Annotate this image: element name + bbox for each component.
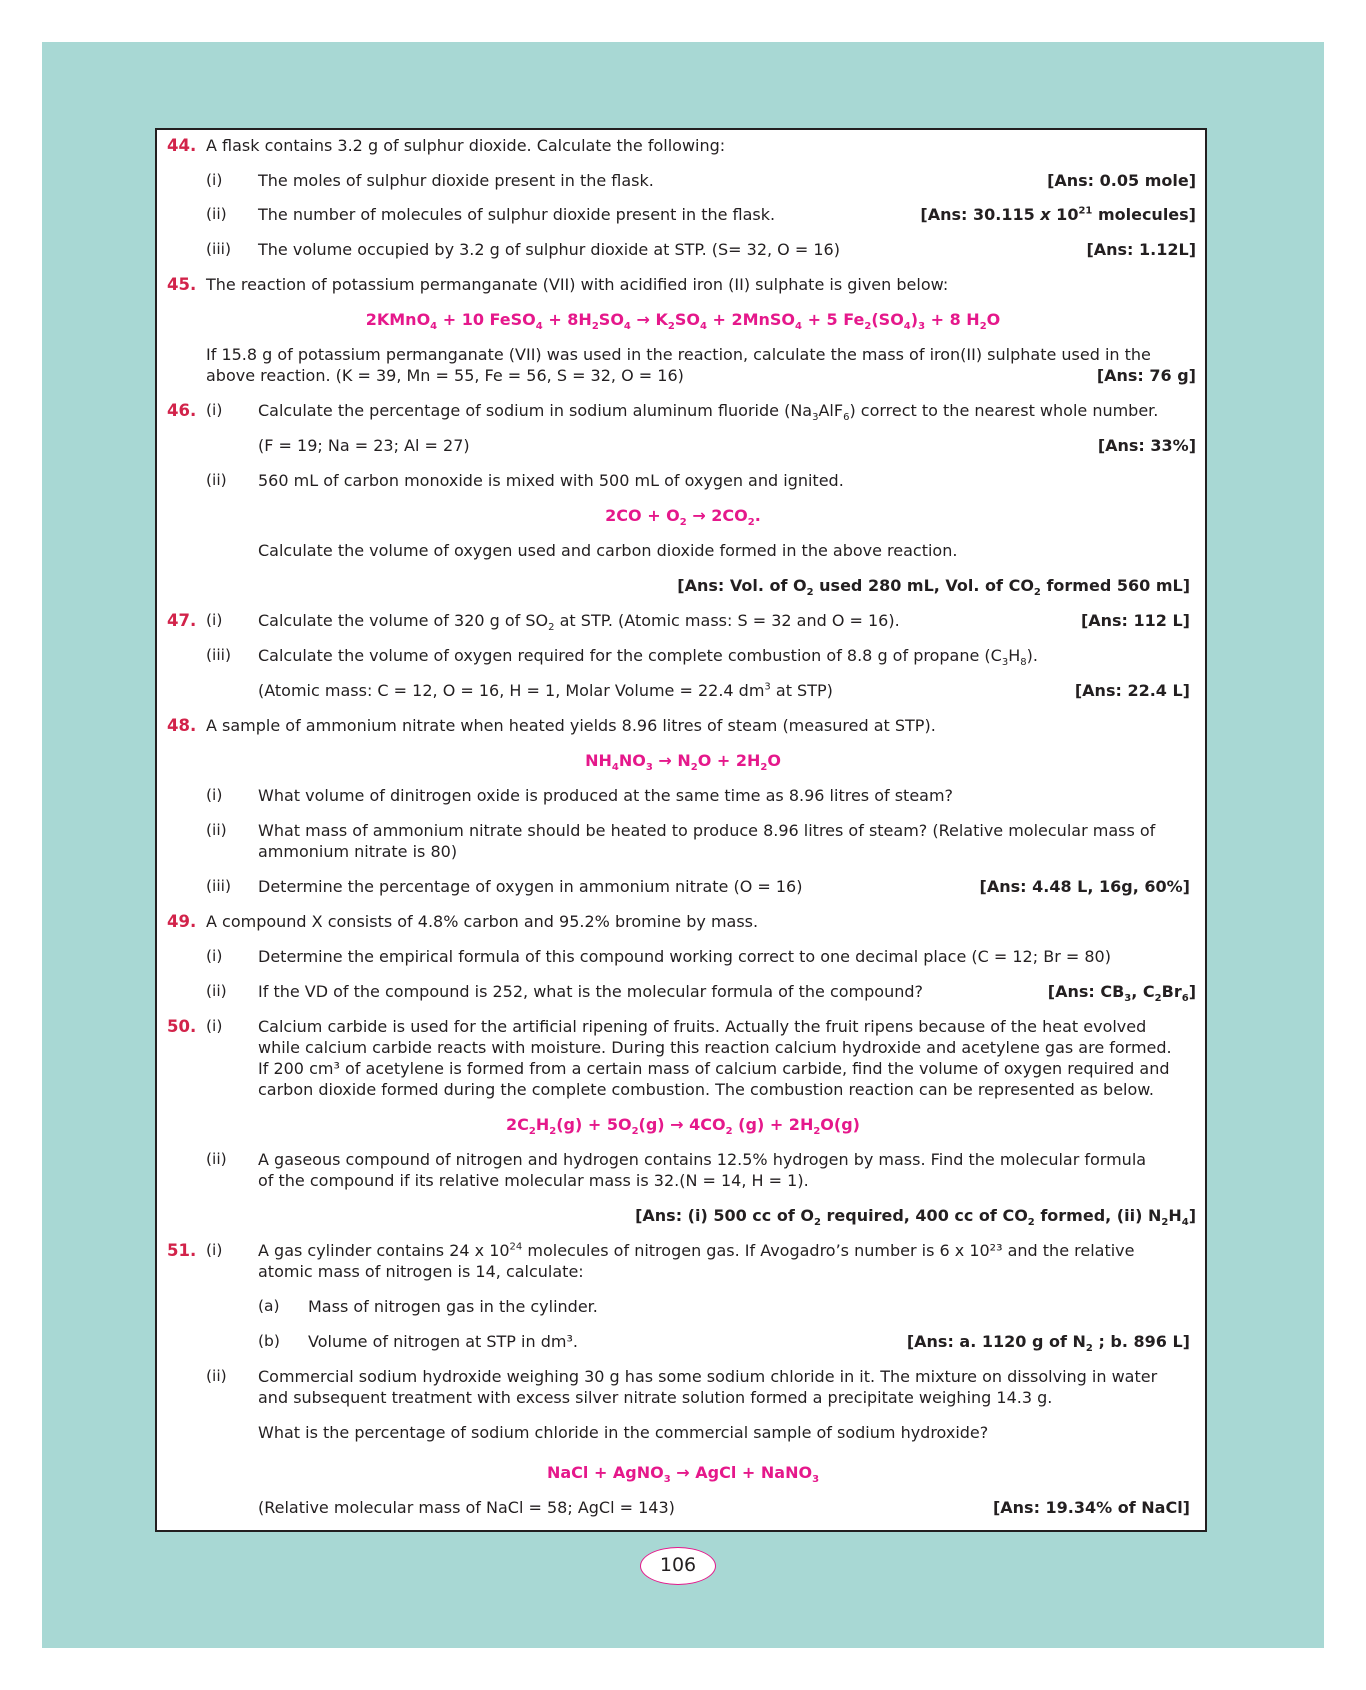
equation-subscript: 2 bbox=[747, 517, 755, 529]
q47-i-label: (i) bbox=[206, 611, 223, 629]
q51-ii-line-1: Commercial sodium hydroxide weighing 30 g has some sodium chloride in it. The mixture on dissolving in water bbox=[258, 1367, 1158, 1386]
q44-iii-text: The volume occupied by 3.2 g of sulphur dioxide at STP. (S= 32, O = 16) bbox=[258, 240, 840, 259]
q44-ii-text: The number of molecules of sulphur dioxide present in the flask. bbox=[258, 205, 776, 224]
question-48-text: A sample of ammonium nitrate when heated yields 8.96 litres of steam (measured at STP). bbox=[206, 716, 936, 735]
q49-ii-text: If the VD of the compound is 252, what is the molecular formula of the compound? bbox=[258, 982, 923, 1001]
equation-subscript: 3 bbox=[663, 1474, 671, 1486]
q51-i-label: (i) bbox=[206, 1241, 223, 1259]
question-49-text: A compound X consists of 4.8% carbon and 95.2% bromine by mass. bbox=[206, 912, 759, 931]
equation-text: → 2CO bbox=[686, 506, 748, 525]
question-number-48: 48. bbox=[167, 716, 197, 735]
equation-text: + 8H bbox=[542, 310, 592, 329]
equation-text: → AgCl + NaNO bbox=[670, 1463, 813, 1482]
q46-i-label: (i) bbox=[206, 401, 223, 419]
q49-i-text: Determine the empirical formula of this compound working correct to one decimal place (C = 12; Br = 80) bbox=[258, 947, 1111, 966]
equation-text: → K bbox=[630, 310, 668, 329]
q50-equation bbox=[160, 1114, 1206, 1138]
q47-iii-text: Calculate the volume of oxygen required for the complete combustion of 8.8 g of propane $(C_3H_8)$. bbox=[258, 646, 1038, 669]
q47-iii-answer: [Ans: 22.4 L] bbox=[1074, 681, 1190, 700]
q51-ii-label: (ii) bbox=[206, 1367, 227, 1385]
q48-answer: [Ans: 4.48 L, 16g, 60%] bbox=[979, 877, 1190, 896]
q50-i-line-2: while calcium carbide reacts with moisture. During this reaction calcium hydroxide and acetylene gas are formed. bbox=[258, 1038, 1172, 1057]
question-45-text: The reaction of potassium permanganate (VII) with acidified iron (II) sulphate is given below: bbox=[206, 275, 949, 294]
q48-i-label: (i) bbox=[206, 786, 223, 804]
equation-subscript: 4 bbox=[611, 762, 619, 774]
equation-subscript: 2 bbox=[667, 321, 675, 333]
equation-text: O bbox=[986, 310, 1001, 329]
q45-answer: [Ans: 76 g] bbox=[1096, 366, 1196, 385]
equation-subscript: 2 bbox=[549, 1126, 557, 1138]
q50-ii-line-1: A gaseous compound of nitrogen and hydrogen contains 12.5% hydrogen by mass. Find the molecular formula bbox=[258, 1150, 1147, 1169]
q48-equation bbox=[160, 750, 1206, 774]
q50-ii-line-2: of the compound if its relative molecular mass is 32.(N = 14, H = 1). bbox=[258, 1171, 809, 1190]
q51-ii-line-4: (Relative molecular mass of NaCl = 58; AgCl = 143) bbox=[258, 1498, 675, 1517]
equation-subscript: 2 bbox=[760, 762, 768, 774]
q44-i-text: The moles of sulphur dioxide present in the flask. bbox=[258, 171, 654, 190]
equation-text: NO bbox=[618, 751, 646, 770]
q48-iii-label: (iii) bbox=[206, 877, 232, 895]
equation-subscript: 2 bbox=[864, 321, 872, 333]
q50-i-label: (i) bbox=[206, 1017, 223, 1035]
equation-text: ) bbox=[910, 310, 919, 329]
q49-answer: [Ans: $CB_3$, $C_2Br_6$] bbox=[1047, 982, 1196, 1005]
q51-a-label: (a) bbox=[258, 1297, 280, 1315]
equation-subscript: 2 bbox=[725, 1126, 733, 1138]
equation-text: (g) + 5O bbox=[556, 1115, 632, 1134]
q44-i-label: (i) bbox=[206, 171, 223, 189]
q44-iii-label: (iii) bbox=[206, 240, 232, 258]
q51-ii-line-3: What is the percentage of sodium chloride in the commercial sample of sodium hydroxide? bbox=[258, 1423, 989, 1442]
equation-subscript: 4 bbox=[903, 321, 911, 333]
q47-iii-line-2: (Atomic mass: C = 12, O = 16, H = 1, Molar Volume = 22.4 $dm^3$ at STP) bbox=[258, 681, 833, 700]
q46-ii-answer: [Ans: Vol. of $O_2$ used 280 mL, Vol. of $CO_2$ formed 560 mL] bbox=[677, 576, 1190, 599]
equation-text: 2CO + O bbox=[605, 506, 680, 525]
equation-text: 2KMnO bbox=[365, 310, 431, 329]
equation-text: . bbox=[754, 506, 761, 525]
q48-ii-label: (ii) bbox=[206, 821, 227, 839]
equation-text: + 8 H bbox=[925, 310, 980, 329]
q49-ii-label: (ii) bbox=[206, 982, 227, 1000]
q44-ii-label: (ii) bbox=[206, 205, 227, 223]
q48-ii-line-2: ammonium nitrate is 80) bbox=[258, 842, 458, 861]
q44-iii-answer: [Ans: 1.12L] bbox=[1086, 240, 1196, 259]
equation-subscript: 3 bbox=[918, 321, 926, 333]
equation-text: O bbox=[767, 751, 781, 770]
q50-i-line-4: carbon dioxide formed during the complete combustion. The combustion reaction can be represented as below. bbox=[258, 1080, 1154, 1099]
q46-equation bbox=[160, 505, 1206, 529]
q46-ii-text: 560 mL of carbon monoxide is mixed with 500 mL of oxygen and ignited. bbox=[258, 471, 844, 490]
equation-subscript: 4 bbox=[699, 321, 707, 333]
q47-i-text: Calculate the volume of 320 g of $SO_2$ at STP. (Atomic mass: S = 32 and O = 16). bbox=[258, 611, 900, 634]
equation-text: + 2MnSO bbox=[706, 310, 796, 329]
equation-subscript: 4 bbox=[623, 321, 631, 333]
q50-i-line-3: If 200 cm³ of acetylene is formed from a certain mass of calcium carbide, find the volume of oxygen required and bbox=[258, 1059, 1170, 1078]
equation-subscript: 2 bbox=[979, 321, 987, 333]
q49-i-label: (i) bbox=[206, 947, 223, 965]
q46-ii-line-2: Calculate the volume of oxygen used and carbon dioxide formed in the above reaction. bbox=[258, 541, 958, 560]
equation-text: (g) → 4CO bbox=[638, 1115, 726, 1134]
equation-subscript: 4 bbox=[430, 321, 438, 333]
equation-subscript: 2 bbox=[631, 1126, 639, 1138]
equation-text: SO bbox=[598, 310, 624, 329]
q51-i-line-2: atomic mass of nitrogen is 14, calculate: bbox=[258, 1262, 584, 1281]
q51-a-text: Mass of nitrogen gas in the cylinder. bbox=[308, 1297, 598, 1316]
q48-i-text: What volume of dinitrogen oxide is produced at the same time as 8.96 litres of steam? bbox=[258, 786, 954, 805]
equation-text: 2C bbox=[506, 1115, 529, 1134]
q51-ii-answer: [Ans: 19.34% of NaCl] bbox=[992, 1498, 1190, 1517]
equation-subscript: 2 bbox=[679, 517, 687, 529]
q47-i-answer: [Ans: 112 L] bbox=[1080, 611, 1190, 630]
equation-text: H bbox=[535, 1115, 550, 1134]
equation-subscript: 4 bbox=[795, 321, 802, 333]
equation-text: (SO bbox=[871, 310, 904, 329]
question-number-47: 47. bbox=[167, 611, 197, 630]
equation-subscript: 4 bbox=[535, 321, 543, 333]
equation-subscript: 3 bbox=[812, 1474, 820, 1486]
q45-body-line-1: If 15.8 g of potassium permanganate (VII) was used in the reaction, calculate the mass of iron(II) sulphate used in the bbox=[206, 345, 1151, 364]
q44-ii-answer: [Ans: 30.115 x $10^{21}$ molecules] bbox=[920, 205, 1196, 224]
question-number-44: 44. bbox=[167, 136, 197, 155]
question-number-51: 51. bbox=[167, 1241, 197, 1260]
q44-i-answer: [Ans: 0.05 mole] bbox=[1047, 171, 1196, 190]
question-number-49: 49. bbox=[167, 912, 197, 931]
equation-text: O(g) bbox=[820, 1115, 860, 1134]
q46-i-line-2: (F = 19; Na = 23; Al = 27) bbox=[258, 436, 470, 455]
q48-iii-text: Determine the percentage of oxygen in ammonium nitrate (O = 16) bbox=[258, 877, 803, 896]
q51-i-line-1: A gas cylinder contains 24 x $10^{24}$ molecules of nitrogen gas. If Avogadro’s number is 6 x 10²³ and the relative bbox=[258, 1241, 1135, 1260]
equation-subscript: 2 bbox=[591, 321, 599, 333]
q46-i-answer: [Ans: 33%] bbox=[1097, 436, 1196, 455]
q45-body-line-2: above reaction. (K = 39, Mn = 55, Fe = 56, S = 32, O = 16) bbox=[206, 366, 684, 385]
q46-ii-label: (ii) bbox=[206, 471, 227, 489]
q50-answer: [Ans: (i) 500 cc of $O_2$ required, 400 cc of $CO_2$ formed, (ii) $N_2H_4$] bbox=[635, 1206, 1196, 1229]
q51-i-answer: [Ans: a. 1120 g of $N_2$ ; b. 896 L] bbox=[906, 1332, 1190, 1355]
q46-i-text: Calculate the percentage of sodium in sodium aluminum fluoride $(Na_3AlF_6)$ correct to the nearest whole number. bbox=[258, 401, 1159, 424]
equation-text: → N bbox=[652, 751, 691, 770]
q51-b-text: Volume of nitrogen at STP in dm³. bbox=[308, 1332, 578, 1351]
question-number-45: 45. bbox=[167, 275, 197, 294]
equation-text: + 10 FeSO bbox=[437, 310, 536, 329]
question-number-50: 50. bbox=[167, 1017, 197, 1036]
equation-text: + 5 Fe bbox=[802, 310, 865, 329]
equation-text: (g) + 2H bbox=[732, 1115, 814, 1134]
q50-ii-label: (ii) bbox=[206, 1150, 227, 1168]
equation-subscript: 2 bbox=[690, 762, 698, 774]
q45-equation bbox=[160, 309, 1206, 333]
question-number-46: 46. bbox=[167, 401, 197, 420]
page-number: 106 bbox=[640, 1547, 716, 1585]
q51-b-label: (b) bbox=[258, 1332, 280, 1350]
q51-equation bbox=[160, 1462, 1206, 1486]
equation-text: NaCl + AgNO bbox=[546, 1463, 664, 1482]
q51-ii-line-2: and subsequent treatment with excess silver nitrate solution formed a precipitate weighing 14.3 g. bbox=[258, 1388, 1053, 1407]
equation-subscript: 3 bbox=[645, 762, 653, 774]
q48-ii-line-1: What mass of ammonium nitrate should be heated to produce 8.96 litres of steam? (Relative molecular mass of bbox=[258, 821, 1156, 840]
q47-iii-label: (iii) bbox=[206, 646, 232, 664]
equation-subscript: 2 bbox=[528, 1126, 536, 1138]
question-44-text: A flask contains 3.2 g of sulphur dioxide. Calculate the following: bbox=[206, 136, 726, 155]
q50-i-line-1: Calcium carbide is used for the artificial ripening of fruits. Actually the fruit ripens because of the heat evolved bbox=[258, 1017, 1147, 1036]
equation-text: NH bbox=[585, 751, 612, 770]
equation-text: O + 2H bbox=[697, 751, 761, 770]
equation-subscript: 2 bbox=[813, 1126, 821, 1138]
equation-text: SO bbox=[674, 310, 700, 329]
